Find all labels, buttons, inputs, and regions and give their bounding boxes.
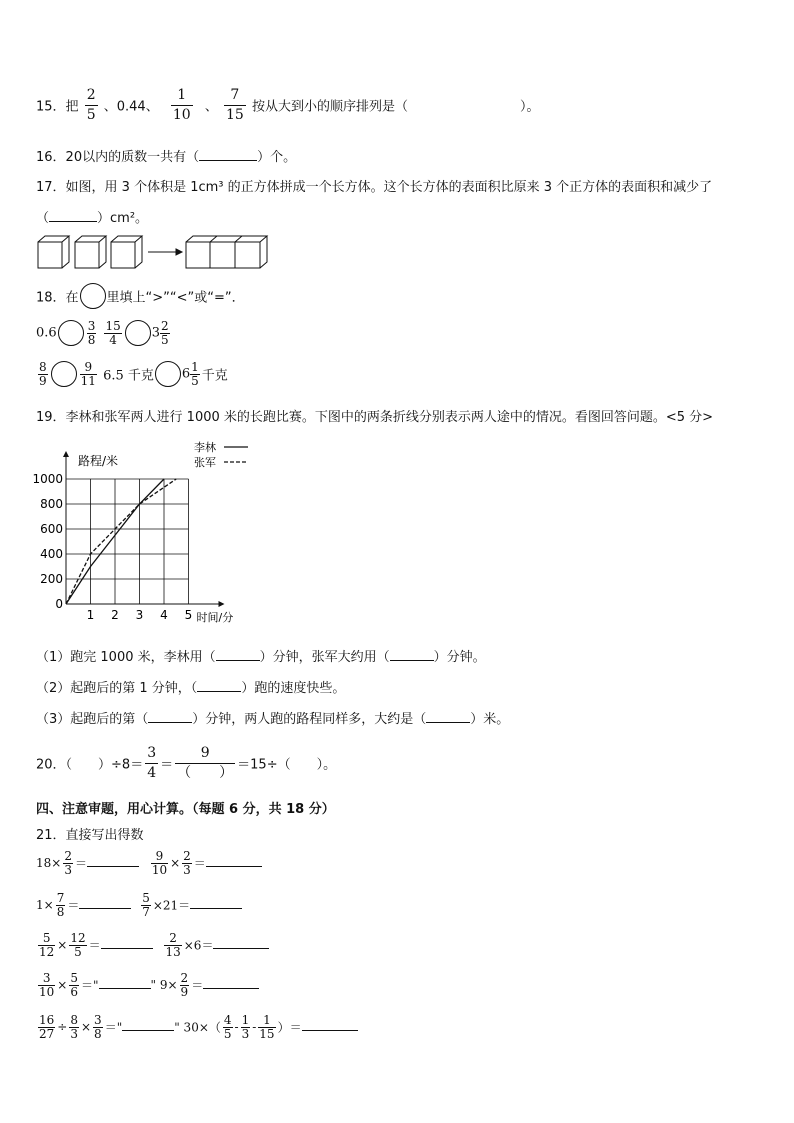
q21-fraction: $\frac{1}{3}$ — [241, 1013, 250, 1041]
x-axis-label: 时间/分 — [196, 611, 234, 624]
y-axis-label: 路程/米 — [78, 454, 119, 468]
q15-prefix: 15．把 — [36, 99, 79, 115]
compare-circle-2[interactable] — [125, 320, 151, 346]
q21-row-1: 18× $\frac{2}{3}$ ＝ $\frac{9}{10}$ × $\frac{2}{3}$ ＝ — [36, 850, 262, 876]
x-tick-label: 1 — [86, 608, 95, 622]
q21-fraction: $\frac{3}{8}$ — [94, 1013, 102, 1041]
q20-fraction: $\frac{3}{4}$ — [147, 745, 157, 781]
compare-circle-1[interactable] — [58, 320, 84, 346]
q21-answer-blank[interactable] — [79, 908, 131, 909]
example-circle — [80, 283, 106, 309]
arrow-icon — [148, 249, 182, 255]
y-tick-label: 400 — [40, 547, 63, 561]
question-17-line-2: （ ）cm²。 — [36, 211, 149, 226]
question-19-sub-3: （3）起跑后的第（ ）分钟，两人跑的路程同样多，大约是（ ）米。 — [36, 712, 510, 727]
q19-1-blank-a[interactable] — [216, 660, 260, 661]
x-tick-label: 2 — [111, 608, 119, 622]
y-axis-arrow — [63, 451, 69, 457]
q21-fraction: $\frac{3}{10}$ — [39, 971, 55, 999]
q21-row-2: 1× $\frac{7}{8}$ ＝ $\frac{5}{7}$ ×21＝ — [36, 892, 242, 918]
q21-answer-blank[interactable] — [203, 988, 259, 989]
q18-fraction: $\frac{8}{9}$ — [39, 360, 47, 388]
q21-answer-blank[interactable] — [206, 866, 262, 867]
compare-circle-4[interactable] — [155, 361, 181, 387]
q21-answer-blank[interactable] — [302, 1030, 358, 1031]
cubes-figure — [36, 232, 276, 272]
q21-answer-blank[interactable] — [122, 1030, 174, 1031]
x-axis-arrow — [219, 601, 225, 607]
compare-circle-3[interactable] — [51, 361, 77, 387]
q21-fraction: $\frac{2}{3}$ — [183, 849, 191, 877]
q18-fraction: $\frac{3}{8}$ — [87, 319, 96, 347]
q21-fraction: $\frac{2}{9}$ — [180, 971, 189, 999]
q18-fraction: $\frac{1}{5}$ — [191, 360, 199, 388]
question-16: 16．20以内的质数一共有（ ）个。 — [36, 150, 297, 165]
q21-row-4: $\frac{3}{10}$ × $\frac{5}{6}$ ＝" " 9× $\frac{2}{9}$ ＝ — [36, 972, 259, 998]
q21-fraction: $\frac{1}{15}$ — [259, 1013, 275, 1041]
q21-fraction: $\frac{7}{8}$ — [56, 891, 65, 919]
q21-answer-blank[interactable] — [213, 948, 269, 949]
q19-3-blank-b[interactable] — [426, 722, 470, 723]
y-tick-label: 600 — [40, 522, 63, 536]
q15-fraction-2: $\frac{1}{10}$ — [172, 87, 191, 123]
y-tick-label: 1000 — [32, 472, 63, 486]
y-tick-label: 0 — [55, 597, 63, 611]
q21-row-3: $\frac{5}{12}$ × $\frac{12}{5}$ ＝ $\frac{2}{13}$ ×6＝ — [36, 932, 269, 958]
q21-fraction: $\frac{8}{3}$ — [70, 1013, 78, 1041]
question-15: 15．把 $\frac{2}{5}$ 、0.44、 $\frac{1}{10}$ 、 $\frac{7}{15}$ 按从大到小的顺序排列是（ ）。 — [36, 87, 540, 123]
question-19-sub-1: （1）跑完 1000 米，李林用（ ）分钟，张军大约用（ ）分钟。 — [36, 650, 486, 665]
q21-fraction: $\frac{2}{3}$ — [64, 849, 72, 877]
q19-1-blank-b[interactable] — [390, 660, 434, 661]
single-cube-2 — [75, 236, 106, 268]
legend-label: 李林 — [194, 441, 216, 454]
q19-3-blank-a[interactable] — [148, 722, 192, 723]
q21-fraction: $\frac{16}{27}$ — [39, 1013, 55, 1041]
q21-answer-blank[interactable] — [190, 908, 242, 909]
q21-fraction: $\frac{2}{13}$ — [165, 931, 181, 959]
question-18-row-2: $\frac{8}{9}$ $\frac{9}{11}$ 6.5 千克 6 $\frac{1}{5}$ 千克 — [39, 360, 228, 388]
q21-fraction: $\frac{5}{7}$ — [142, 891, 150, 919]
question-20: 20．（ ）÷8＝ $\frac{3}{4}$ ＝ $\frac{9}{( )}$ ＝15÷（ ）。 — [36, 745, 337, 781]
q16-answer-blank[interactable] — [199, 160, 257, 161]
distance-time-chart — [32, 435, 276, 630]
x-tick-label: 3 — [135, 608, 144, 622]
question-17-line-1: 17．如图，用 3 个体积是 1cm³ 的正方体拼成一个长方体。这个长方体的表面积比原来 3 个正方体的表面积和减少了 — [36, 180, 713, 195]
q21-answer-blank[interactable] — [99, 988, 151, 989]
y-tick-label: 200 — [40, 572, 63, 586]
legend-label: 张军 — [194, 456, 216, 469]
q15-fraction-3: $\frac{7}{15}$ — [225, 87, 244, 123]
y-tick-label: 800 — [40, 497, 63, 511]
q18-fraction: $\frac{15}{4}$ — [105, 319, 121, 347]
q18-fraction: $\frac{2}{5}$ — [161, 319, 169, 347]
q15-fraction-1: $\frac{2}{5}$ — [86, 87, 96, 123]
combined-cuboid — [186, 236, 267, 268]
q21-fraction: $\frac{9}{10}$ — [151, 849, 168, 877]
q21-fraction: $\frac{12}{5}$ — [70, 931, 86, 959]
x-tick-label: 5 — [184, 608, 193, 622]
q19-2-blank[interactable] — [197, 691, 241, 692]
q21-answer-blank[interactable] — [101, 948, 153, 949]
single-cube-1 — [38, 236, 69, 268]
q18-fraction: $\frac{9}{11}$ — [80, 360, 96, 388]
question-19-sub-2: （2）起跑后的第 1 分钟，（ ）跑的速度快些。 — [36, 681, 346, 696]
single-cube-3 — [111, 236, 142, 268]
q21-fraction: $\frac{4}{5}$ — [223, 1013, 232, 1041]
q21-fraction: $\frac{5}{6}$ — [70, 971, 78, 999]
question-18: 18．在 里填上“>”“<”或“=”． — [36, 283, 245, 309]
q17-answer-blank[interactable] — [49, 221, 97, 222]
question-21-title: 21．直接写出得数 — [36, 828, 144, 843]
q21-fraction: $\frac{5}{12}$ — [39, 931, 55, 959]
q20-fraction-blank[interactable]: $\frac{9}{( )}$ — [177, 745, 234, 781]
section-4-heading: 四、注意审题，用心计算。（每题 6 分，共 18 分） — [36, 802, 335, 817]
x-tick-label: 4 — [160, 608, 168, 622]
question-18-row-1: 0.6 $\frac{3}{8}$ $\frac{15}{4}$ 3 $\frac{2}{5}$ — [36, 319, 169, 347]
series-line-2 — [66, 479, 176, 604]
question-19: 19．李林和张军两人进行 1000 米的长跑比赛。下图中的两条折线分别表示两人途中的情况。看图回答问题。<5 分> — [36, 410, 714, 425]
q21-answer-blank[interactable] — [87, 866, 139, 867]
q21-row-5: $\frac{16}{27}$ ÷ $\frac{8}{3}$ × $\frac{3}{8}$ ＝" " 30×（ $\frac{4}{5}$ - $\frac{1}{3}$ - $\frac{1}{15}$ ）＝ — [36, 1014, 358, 1040]
